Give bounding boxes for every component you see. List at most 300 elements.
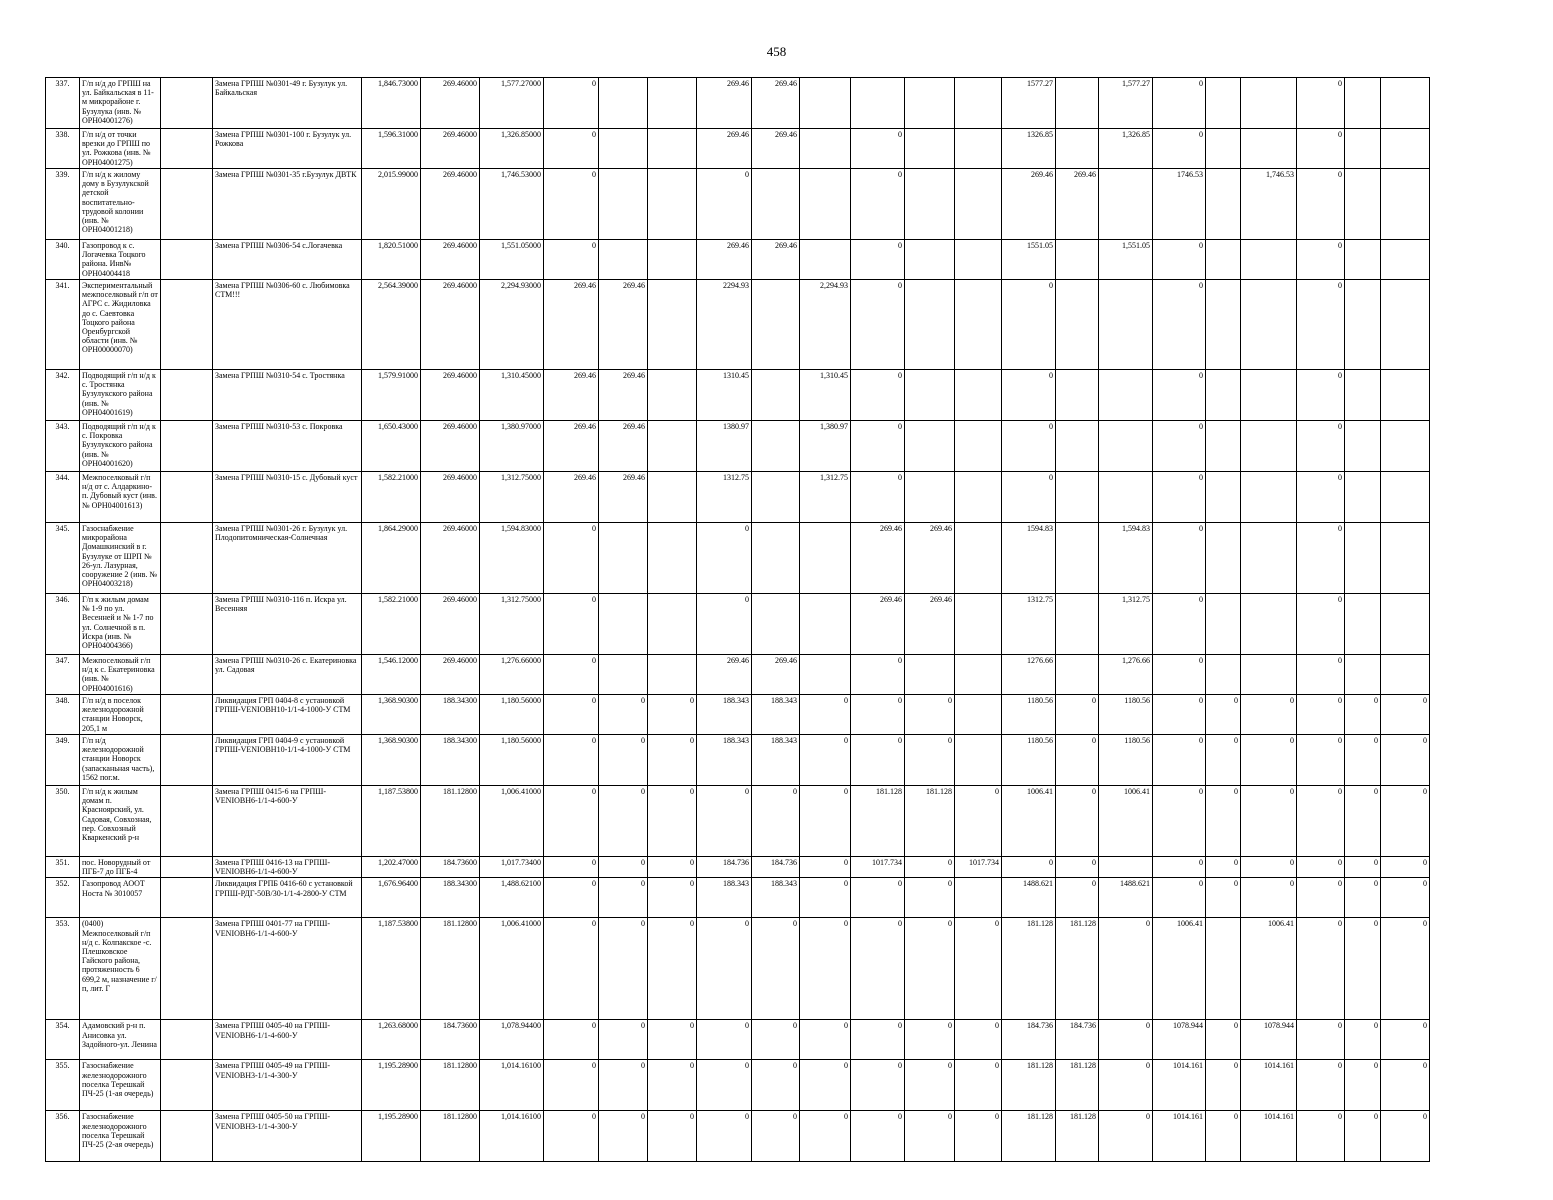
object-name-cell: Г/п н/д в поселок железнодорожной станции Новорск, 205,1 м (80, 695, 161, 735)
work-description-cell: Замена ГРПШ 0401-77 на ГРПШ-VENIOBH6-1/1-4-600-У (213, 918, 362, 1020)
value-cell (1241, 129, 1297, 169)
value-cell: 0 (1153, 735, 1206, 786)
value-cell: 0 (905, 857, 955, 878)
value-cell (1206, 78, 1241, 129)
value-cell (648, 421, 697, 472)
row-number-cell: 350. (46, 786, 80, 857)
value-cell: 0 (1099, 1111, 1153, 1162)
value-cell: 188.343 (752, 695, 800, 735)
value-cell: 1,746.53000 (480, 169, 544, 240)
value-cell: 1746.53 (1153, 169, 1206, 240)
value-cell (1241, 523, 1297, 594)
value-cell: 188.343 (697, 878, 752, 918)
value-cell (1241, 472, 1297, 523)
value-cell (851, 78, 905, 129)
value-cell: 1017.734 (851, 857, 905, 878)
value-cell (800, 240, 851, 280)
value-cell (648, 472, 697, 523)
value-cell: 1,864.29000 (362, 523, 421, 594)
value-cell: 0 (1206, 878, 1241, 918)
value-cell: 269.46 (544, 370, 599, 421)
value-cell: 1078.944 (1153, 1020, 1206, 1060)
value-cell: 0 (851, 878, 905, 918)
value-cell: 0 (1345, 1060, 1381, 1111)
row-number-cell: 345. (46, 523, 80, 594)
value-cell (1206, 655, 1241, 695)
value-cell: 1,846.73000 (362, 78, 421, 129)
value-cell: 1,180.56000 (480, 695, 544, 735)
object-name-cell: Г/п н/д к жилому дому в Бузулукской детской воспитательно-трудовой колонии (инв. № ОРН04001218) (80, 169, 161, 240)
value-cell: 0 (905, 918, 955, 1020)
value-cell: 184.73600 (421, 1020, 480, 1060)
value-cell (800, 523, 851, 594)
work-description-cell: Ликвидация ГРП 0404-8 с установкой ГРПШ-VENIOBH10-1/1-4-1000-У СТМ (213, 695, 362, 735)
row-number-cell: 339. (46, 169, 80, 240)
row-number-cell: 353. (46, 918, 80, 1020)
value-cell: 0 (648, 857, 697, 878)
work-description-cell: Замена ГРПШ 0405-49 на ГРПШ-VENIOBH3-1/1-4-300-У (213, 1060, 362, 1111)
value-cell (1056, 129, 1099, 169)
value-cell: 0 (544, 523, 599, 594)
value-cell (752, 280, 800, 370)
value-cell: 1326.85 (1002, 129, 1056, 169)
value-cell: 0 (905, 735, 955, 786)
value-cell: 0 (648, 786, 697, 857)
value-cell: 269.46000 (421, 655, 480, 695)
value-cell: 1,368.90300 (362, 735, 421, 786)
value-cell: 181.12800 (421, 1060, 480, 1111)
value-cell: 0 (851, 655, 905, 695)
row-number-cell: 338. (46, 129, 80, 169)
value-cell: 0 (1297, 129, 1345, 169)
value-cell: 0 (1381, 1111, 1430, 1162)
value-cell: 0 (851, 472, 905, 523)
value-cell: 0 (1153, 878, 1206, 918)
value-cell: 0 (905, 878, 955, 918)
value-cell (1056, 78, 1099, 129)
value-cell: 1577.27 (1002, 78, 1056, 129)
value-cell: 0 (851, 370, 905, 421)
value-cell: 0 (599, 878, 648, 918)
value-cell: 1,650.43000 (362, 421, 421, 472)
row-number-cell: 349. (46, 735, 80, 786)
value-cell (1345, 129, 1381, 169)
value-cell: 181.12800 (421, 786, 480, 857)
value-cell: 1180.56 (1002, 735, 1056, 786)
value-cell: 269.46000 (421, 280, 480, 370)
value-cell: 0 (1297, 169, 1345, 240)
value-cell (648, 280, 697, 370)
value-cell (1241, 370, 1297, 421)
value-cell: 0 (648, 1060, 697, 1111)
value-cell: 0 (800, 1020, 851, 1060)
object-name-cell: Адамовский р-н п. Анисовка ул. Задойного-ул. Ленина (80, 1020, 161, 1060)
row-number-cell: 344. (46, 472, 80, 523)
value-cell (1099, 169, 1153, 240)
value-cell: 2,294.93000 (480, 280, 544, 370)
work-description-cell: Замена ГРПШ №0310-54 с. Тростянка (213, 370, 362, 421)
row-number-cell: 355. (46, 1060, 80, 1111)
value-cell: 0 (1056, 857, 1099, 878)
empty-cell (161, 78, 213, 129)
value-cell: 0 (1153, 655, 1206, 695)
value-cell: 0 (1297, 594, 1345, 655)
value-cell: 0 (800, 878, 851, 918)
value-cell (599, 523, 648, 594)
value-cell (955, 523, 1002, 594)
value-cell: 269.46 (697, 129, 752, 169)
value-cell: 0 (544, 786, 599, 857)
value-cell (905, 129, 955, 169)
value-cell (955, 421, 1002, 472)
value-cell: 1,187.53800 (362, 918, 421, 1020)
value-cell (1381, 78, 1430, 129)
value-cell: 0 (599, 1020, 648, 1060)
value-cell (1099, 857, 1153, 878)
value-cell: 0 (800, 695, 851, 735)
value-cell (905, 655, 955, 695)
value-cell: 1380.97 (697, 421, 752, 472)
value-cell (1056, 523, 1099, 594)
value-cell: 0 (800, 1060, 851, 1111)
value-cell: 1594.83 (1002, 523, 1056, 594)
table-row (46, 78, 1430, 129)
value-cell: 269.46 (697, 240, 752, 280)
value-cell: 2,015.99000 (362, 169, 421, 240)
value-cell: 0 (1297, 421, 1345, 472)
value-cell: 1,594.83000 (480, 523, 544, 594)
value-cell (955, 78, 1002, 129)
empty-cell (161, 472, 213, 523)
value-cell (1056, 280, 1099, 370)
value-cell (1206, 421, 1241, 472)
value-cell: 0 (851, 421, 905, 472)
value-cell: 269.46 (599, 370, 648, 421)
value-cell: 0 (1297, 240, 1345, 280)
value-cell: 0 (752, 1111, 800, 1162)
work-description-cell: Замена ГРПШ №0310-26 с. Екатериновка ул. Садовая (213, 655, 362, 695)
value-cell: 1014.161 (1153, 1060, 1206, 1111)
value-cell: 1,014.16100 (480, 1111, 544, 1162)
value-cell: 184.736 (1002, 1020, 1056, 1060)
row-number-cell: 341. (46, 280, 80, 370)
value-cell: 269.46000 (421, 129, 480, 169)
value-cell (1056, 240, 1099, 280)
value-cell: 0 (955, 1060, 1002, 1111)
value-cell (955, 129, 1002, 169)
value-cell: 1312.75 (1002, 594, 1056, 655)
value-cell (955, 878, 1002, 918)
work-description-cell: Замена ГРПШ №0306-54 с.Логачевка (213, 240, 362, 280)
object-name-cell: Экспериментальный межпоселковый г/п от АГРС с. Жидиловка до с. Саевтовка Тоцкого района Оренбургской области (инв. № ОРН00000070) (80, 280, 161, 370)
value-cell (800, 129, 851, 169)
value-cell (1345, 472, 1381, 523)
value-cell (955, 655, 1002, 695)
value-cell (1056, 655, 1099, 695)
value-cell: 0 (1381, 1020, 1430, 1060)
value-cell: 0 (1345, 735, 1381, 786)
table-row (46, 735, 1430, 786)
value-cell: 1006.41 (1153, 918, 1206, 1020)
value-cell: 1,368.90300 (362, 695, 421, 735)
value-cell: 0 (955, 1020, 1002, 1060)
value-cell (1345, 523, 1381, 594)
value-cell (648, 169, 697, 240)
value-cell: 0 (1345, 1020, 1381, 1060)
value-cell: 0 (544, 594, 599, 655)
value-cell: 269.46 (1056, 169, 1099, 240)
table-row (46, 240, 1430, 280)
object-name-cell: Газопровод АООТ Носта № 3010057 (80, 878, 161, 918)
value-cell (800, 655, 851, 695)
value-cell: 0 (1153, 129, 1206, 169)
value-cell (599, 240, 648, 280)
value-cell: 0 (1297, 918, 1345, 1020)
value-cell (955, 370, 1002, 421)
value-cell: 181.128 (1056, 1060, 1099, 1111)
value-cell: 1,310.45000 (480, 370, 544, 421)
value-cell: 1551.05 (1002, 240, 1056, 280)
value-cell: 0 (1206, 1060, 1241, 1111)
value-cell: 0 (1099, 1060, 1153, 1111)
value-cell (1345, 280, 1381, 370)
value-cell (905, 280, 955, 370)
table-row (46, 918, 1430, 1020)
row-number-cell: 356. (46, 1111, 80, 1162)
value-cell: 269.46000 (421, 240, 480, 280)
value-cell: 0 (800, 918, 851, 1020)
value-cell: 0 (544, 129, 599, 169)
row-number-cell: 354. (46, 1020, 80, 1060)
data-table (45, 77, 1430, 1162)
value-cell: 0 (1153, 695, 1206, 735)
value-cell: 1006.41 (1241, 918, 1297, 1020)
value-cell: 0 (1153, 240, 1206, 280)
table-row (46, 695, 1430, 735)
object-name-cell: Г/п н/д до ГРПШ на ул. Байкальская в 11-м микрорайоне г. Бузулука (инв. № ОРН04001276) (80, 78, 161, 129)
value-cell: 0 (851, 129, 905, 169)
object-name-cell: пос. Новорудный от ПГБ-7 до ПГБ-4 (80, 857, 161, 878)
value-cell (1206, 594, 1241, 655)
value-cell: 1,006.41000 (480, 786, 544, 857)
value-cell: 0 (648, 695, 697, 735)
value-cell: 269.46 (752, 129, 800, 169)
table-row (46, 523, 1430, 594)
value-cell (752, 523, 800, 594)
value-cell: 0 (544, 1020, 599, 1060)
value-cell (905, 421, 955, 472)
value-cell (752, 169, 800, 240)
value-cell: 2294.93 (697, 280, 752, 370)
value-cell (905, 240, 955, 280)
value-cell: 1,014.16100 (480, 1060, 544, 1111)
value-cell (599, 169, 648, 240)
value-cell: 0 (1381, 735, 1430, 786)
work-description-cell: Замена ГРПШ 0405-40 на ГРПШ-VENIOBH6-1/1-4-600-У (213, 1020, 362, 1060)
work-description-cell: Замена ГРПШ №0301-35 г.Бузулук ДВТК (213, 169, 362, 240)
value-cell: 1,263.68000 (362, 1020, 421, 1060)
value-cell: 1014.161 (1241, 1060, 1297, 1111)
value-cell (905, 169, 955, 240)
table-row (46, 421, 1430, 472)
value-cell: 269.46 (752, 240, 800, 280)
row-number-cell: 342. (46, 370, 80, 421)
value-cell: 269.46000 (421, 523, 480, 594)
value-cell: 0 (544, 735, 599, 786)
value-cell: 0 (1345, 786, 1381, 857)
value-cell: 0 (1002, 280, 1056, 370)
value-cell: 269.46000 (421, 421, 480, 472)
value-cell (599, 78, 648, 129)
value-cell (1206, 523, 1241, 594)
value-cell (905, 472, 955, 523)
value-cell: 0 (697, 1111, 752, 1162)
value-cell (1241, 421, 1297, 472)
value-cell: 269.46 (697, 655, 752, 695)
value-cell (648, 594, 697, 655)
value-cell: 0 (1297, 655, 1345, 695)
value-cell: 0 (1002, 421, 1056, 472)
row-number-cell: 340. (46, 240, 80, 280)
value-cell: 181.128 (1002, 918, 1056, 1020)
value-cell: 188.343 (752, 735, 800, 786)
value-cell (1381, 169, 1430, 240)
empty-cell (161, 523, 213, 594)
value-cell: 184.736 (752, 857, 800, 878)
work-description-cell: Замена ГРПШ №0301-49 г. Бузулук ул. Байкальская (213, 78, 362, 129)
value-cell: 1,380.97000 (480, 421, 544, 472)
value-cell (1241, 240, 1297, 280)
value-cell: 269.46 (752, 655, 800, 695)
value-cell (1206, 280, 1241, 370)
value-cell: 0 (851, 918, 905, 1020)
value-cell: 0 (1297, 857, 1345, 878)
empty-cell (161, 786, 213, 857)
value-cell (752, 472, 800, 523)
value-cell (1345, 421, 1381, 472)
value-cell: 0 (1345, 878, 1381, 918)
value-cell: 1488.621 (1099, 878, 1153, 918)
value-cell: 0 (544, 78, 599, 129)
work-description-cell: Ликвидация ГРПБ 0416-60 с установкой ГРПШ-РДГ-50В/30-1/1-4-2800-У СТМ (213, 878, 362, 918)
value-cell: 0 (752, 918, 800, 1020)
object-name-cell: Г/п н/д от точки врезки до ГРПШ по ул. Рожкова (инв. № ОРН04001275) (80, 129, 161, 169)
empty-cell (161, 280, 213, 370)
empty-cell (161, 918, 213, 1020)
value-cell: 0 (1099, 1020, 1153, 1060)
table-row (46, 594, 1430, 655)
value-cell (905, 78, 955, 129)
value-cell: 0 (851, 1020, 905, 1060)
work-description-cell: Замена ГРПШ 0405-50 на ГРПШ-VENIOBH3-1/1-4-300-У (213, 1111, 362, 1162)
value-cell: 0 (648, 918, 697, 1020)
value-cell: 0 (851, 695, 905, 735)
value-cell: 0 (851, 280, 905, 370)
value-cell: 1488.621 (1002, 878, 1056, 918)
value-cell: 0 (1153, 594, 1206, 655)
value-cell: 0 (1206, 1020, 1241, 1060)
value-cell: 0 (1297, 370, 1345, 421)
value-cell: 269.46 (599, 421, 648, 472)
value-cell: 1,276.66 (1099, 655, 1153, 695)
value-cell: 1,676.96400 (362, 878, 421, 918)
work-description-cell: Замена ГРПШ 0416-13 на ГРПШ-VENIOBH6-1/1-4-600-У (213, 857, 362, 878)
value-cell (752, 594, 800, 655)
object-name-cell: Газопровод к с. Логачевка Тоцкого района. Инв№ ОРН04004418 (80, 240, 161, 280)
page-number: 458 (766, 44, 787, 59)
empty-cell (161, 240, 213, 280)
row-number-cell: 337. (46, 78, 80, 129)
value-cell (955, 240, 1002, 280)
empty-cell (161, 370, 213, 421)
value-cell: 0 (1241, 878, 1297, 918)
value-cell: 269.46 (544, 472, 599, 523)
value-cell: 1,312.75 (1099, 594, 1153, 655)
value-cell (648, 78, 697, 129)
value-cell (1206, 240, 1241, 280)
value-cell: 1,310.45 (800, 370, 851, 421)
value-cell: 0 (1056, 695, 1099, 735)
value-cell: 0 (648, 1111, 697, 1162)
value-cell: 0 (955, 1111, 1002, 1162)
value-cell: 269.46 (1002, 169, 1056, 240)
empty-cell (161, 878, 213, 918)
value-cell: 1,546.12000 (362, 655, 421, 695)
table-row (46, 280, 1430, 370)
value-cell (648, 240, 697, 280)
value-cell: 0 (1297, 523, 1345, 594)
object-name-cell: Г/п к жилым домам № 1-9 по ул. Весенней и № 1-7 по ул. Солнечной в п. Искра (инв. № ОРН04004366) (80, 594, 161, 655)
value-cell: 0 (1297, 695, 1345, 735)
value-cell: 0 (1056, 786, 1099, 857)
value-cell: 0 (599, 918, 648, 1020)
value-cell: 0 (752, 1060, 800, 1111)
value-cell: 0 (1241, 735, 1297, 786)
work-description-cell: Замена ГРПШ №0310-15 с. Дубовый куст (213, 472, 362, 523)
empty-cell (161, 1111, 213, 1162)
value-cell: 0 (1297, 786, 1345, 857)
value-cell (955, 594, 1002, 655)
value-cell: 0 (1002, 857, 1056, 878)
value-cell: 0 (905, 695, 955, 735)
value-cell: 1,746.53 (1241, 169, 1297, 240)
value-cell (1099, 472, 1153, 523)
value-cell: 181.12800 (421, 918, 480, 1020)
value-cell: 1,820.51000 (362, 240, 421, 280)
value-cell: 1,276.66000 (480, 655, 544, 695)
value-cell: 269.46 (905, 594, 955, 655)
value-cell: 0 (697, 918, 752, 1020)
value-cell: 0 (1345, 918, 1381, 1020)
value-cell: 0 (697, 169, 752, 240)
value-cell: 0 (955, 786, 1002, 857)
value-cell: 188.34300 (421, 878, 480, 918)
value-cell (599, 129, 648, 169)
value-cell: 0 (851, 735, 905, 786)
value-cell: 0 (1099, 918, 1153, 1020)
value-cell: 0 (1241, 857, 1297, 878)
value-cell: 181.128 (1002, 1111, 1056, 1162)
value-cell (599, 655, 648, 695)
value-cell: 1,579.91000 (362, 370, 421, 421)
value-cell: 184.736 (697, 857, 752, 878)
object-name-cell: Межпоселковый г/п н/д от с. Алдаркино-п. Дубовый куст (инв. № ОРН04001613) (80, 472, 161, 523)
value-cell: 0 (1297, 735, 1345, 786)
value-cell: 0 (851, 240, 905, 280)
value-cell: 269.46000 (421, 472, 480, 523)
value-cell: 0 (1056, 735, 1099, 786)
work-description-cell: Замена ГРПШ №0306-60 с. Любимовка СТМ!!! (213, 280, 362, 370)
